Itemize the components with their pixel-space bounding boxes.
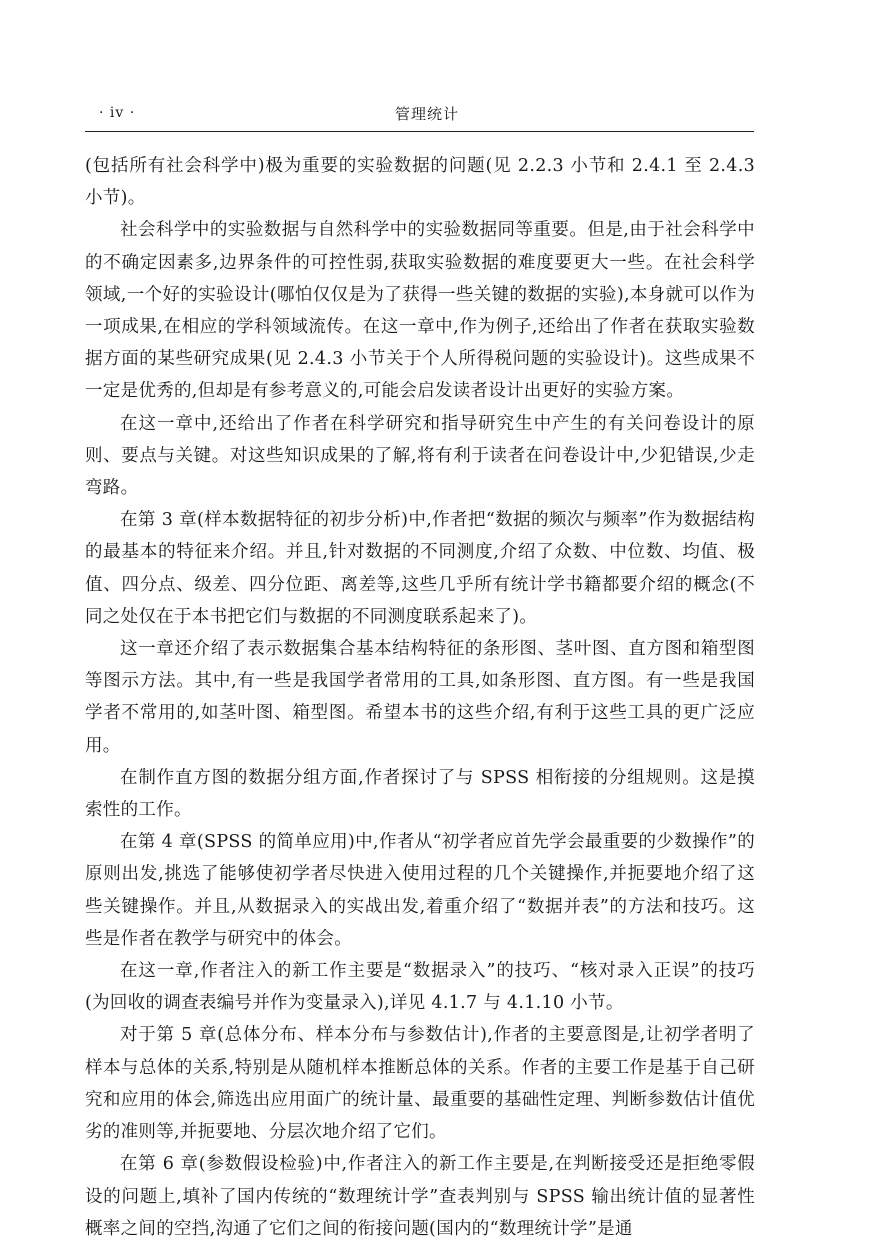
paragraph: 这一章还介绍了表示数据集合基本结构特征的条形图、茎叶图、直方图和箱型图等图示方法。其中,有一些是我国学者常用的工具,如条形图、直方图。有一些是我国学者不常用的,如茎叶图、箱型图。希望本书的这些介绍,有利于这些工具的更广泛应用。 [85,639,755,756]
paragraph: (包括所有社会科学中)极为重要的实验数据的问题(见 2.2.3 小节和 2.4.1 至 2.4.3 小节)。 [85,156,755,209]
paragraph: 对于第 5 章(总体分布、样本分布与参数估计),作者的主要意图是,让初学者明了样本与总体的关系,特别是从随机样本推断总体的关系。作者的主要工作是基于自己研究和应用的体会,筛选出应用面广的统计量、最重要的基础性定理、判断参数估计值优劣的准则等,并扼要地、分层次地介绍了它们。 [85,1025,755,1143]
running-title: 管理统计 [395,105,460,123]
paragraph: 在制作直方图的数据分组方面,作者探讨了与 SPSS 相衔接的分组规则。这是摸索性的工作。 [85,767,755,821]
body-text [85,150,755,1245]
page-number: · iv · [99,105,136,121]
page-header [85,103,755,129]
header-rule [85,131,754,132]
paragraph: 在第 6 章(参数假设检验)中,作者注入的新工作主要是,在判断接受还是拒绝零假设的问题上,填补了国内传统的“数理统计学”查表判别与 SPSS 输出统计值的显著性概率之间的空挡,沟通了它们之间的衔接问题(国内的“数理统计学”是通 [85,1154,755,1239]
paragraph: 在第 4 章(SPSS 的简单应用)中,作者从“初学者应首先学会最重要的少数操作”的原则出发,挑选了能够使初学者尽快进入使用过程的几个关键操作,并扼要地介绍了这些关键操作。并且,从数据录入的实战出发,着重介绍了“数据并表”的方法和技巧。这些是作者在教学与研究中的体会。 [85,832,755,949]
paragraph: 社会科学中的实验数据与自然科学中的实验数据同等重要。但是,由于社会科学中的不确定因素多,边界条件的可控性弱,获取实验数据的难度要更大一些。在社会科学领域,一个好的实验设计(哪怕仅仅是为了获得一些关键的数据的实验),本身就可以作为一项成果,在相应的学科领域流传。在这一章中,作为例子,还给出了作者在获取实验数据方面的某些研究成果(见 2.4.3 小节关于个人所得税问题的实验设计)。这些成果不一定是优秀的,但却是有参考意义的,可能会启发读者设计出更好的实验方案。 [85,220,755,402]
paragraph: 在这一章中,还给出了作者在科学研究和指导研究生中产生的有关问卷设计的原则、要点与关键。对这些知识成果的了解,将有利于读者在问卷设计中,少犯错误,少走弯路。 [85,413,755,499]
paragraph: 在第 3 章(样本数据特征的初步分析)中,作者把“数据的频次与频率”作为数据结构的最基本的特征来介绍。并且,针对数据的不同测度,介绍了众数、中位数、均值、极值、四分点、级差、四分位距、离差等,这些几乎所有统计学书籍都要介绍的概念(不同之处仅在于本书把它们与数据的不同测度联系起来了)。 [85,510,755,627]
paragraph: 在这一章,作者注入的新工作主要是“数据录入”的技巧、“核对录入正误”的技巧(为回收的调查表编号并作为变量录入),详见 4.1.7 与 4.1.10 小节。 [85,961,755,1014]
